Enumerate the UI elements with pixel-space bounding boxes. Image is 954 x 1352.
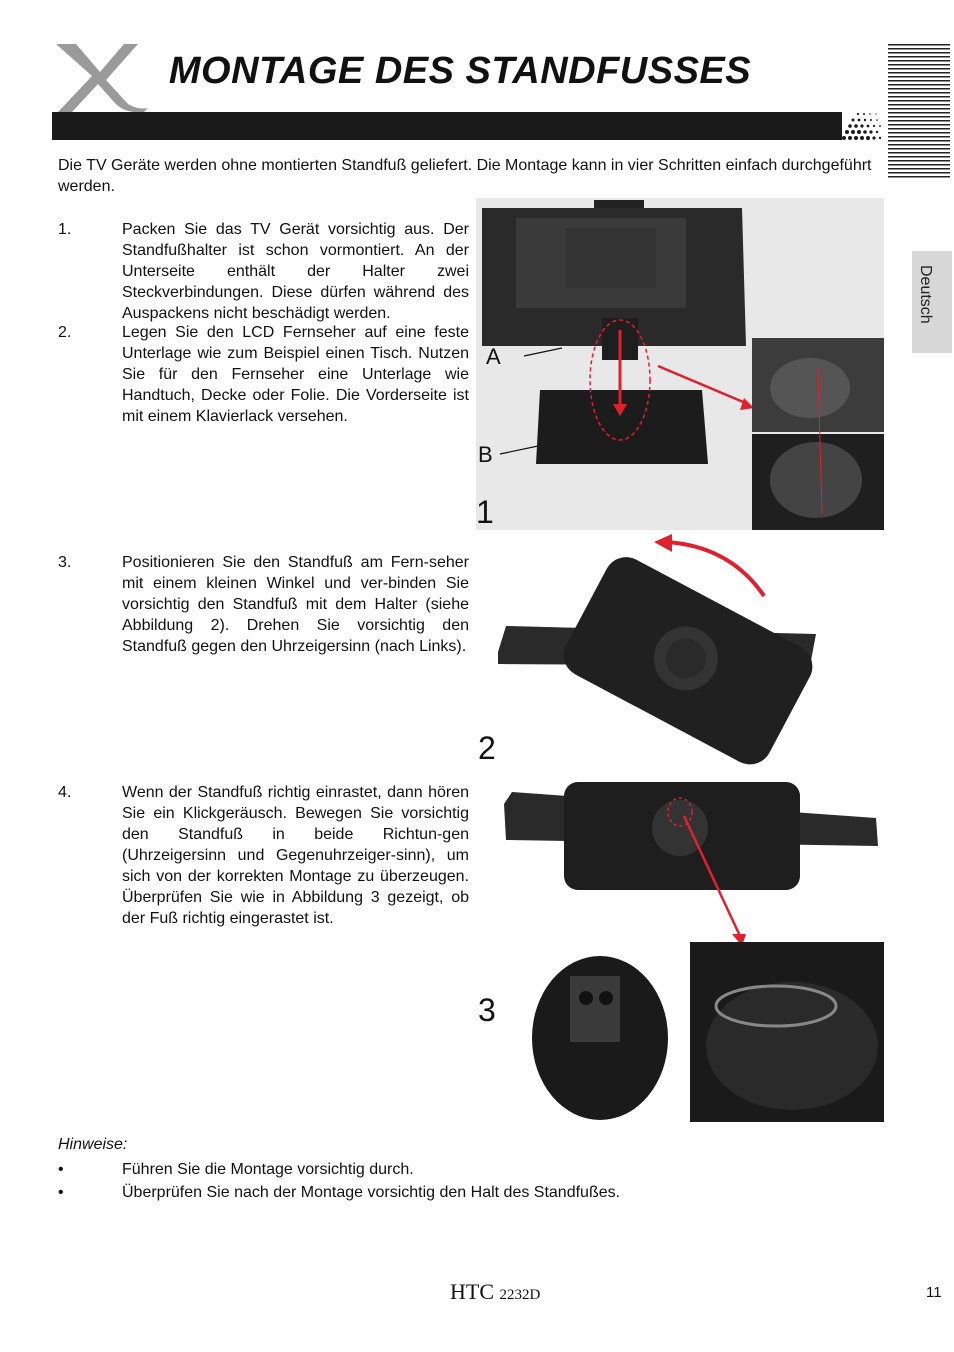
callout-b: B [478,442,493,467]
step-4-text: Wenn der Standfuß richtig einrastet, dann hören Sie ein Klickgeräusch. Bewegen Sie vorsichtig den Standfuß in beide Richtun-gen (Uhrzeigersinn und Gegenuhrzeiger-sinn), um sich von der korrekten Montage zu überzeugen. Überprüfen Sie wie in Abbildung 3 gezeigt, ob der Fuß richtig eingerastet ist. [122,784,469,927]
model-name [450,1279,540,1305]
figure-1-label: 1 [476,494,494,530]
header-bar [52,112,842,140]
step-2-number: 2. [58,324,72,341]
figure-3-illustration [476,776,884,1126]
halftone-dots-decoration [840,110,884,142]
step-1-number: 1. [58,221,72,238]
page-number: 11 [926,1284,942,1301]
stripes-decoration [888,44,950,180]
figure-2-illustration [476,534,884,774]
callout-a: A [486,344,501,369]
bullet-1-icon: • [58,1161,64,1178]
intro-paragraph: Die TV Geräte werden ohne montierten Standfuß geliefert. Die Montage kann in vier Schritten einfach durchgeführt werden. [58,157,872,195]
note-item-2: Überprüfen Sie nach der Montage vorsichtig den Halt des Standfußes. [122,1184,621,1201]
step-2-text: Legen Sie den LCD Fernseher auf eine feste Unterlage wie zum Beispiel einen Tisch. Nutzen Sie für den Fernseher eine Unterlage wie Handtuch, Decke oder Folie. Die Vorderseite ist mit einem Klavierlack versehen. [122,324,469,425]
model-name-main: HTC [450,1279,494,1304]
figure-1-illustration [476,198,884,530]
figure-3-label: 3 [478,992,496,1028]
step-1-text: Packen Sie das TV Gerät vorsichtig aus. Der Standfußhalter ist schon vormontiert. An der Unterseite enthält der Halter zwei Steckverbindungen. Diese dürfen während des Auspackens nicht beschädigt werden. [122,221,469,322]
note-item-1: Führen Sie die Montage vorsichtig durch. [122,1161,414,1178]
figure-2 [476,534,884,774]
notes-title: Hinweise: [58,1136,128,1153]
bullet-2-icon: • [58,1184,64,1201]
figure-2-label: 2 [478,730,496,766]
step-3-text: Positionieren Sie den Standfuß am Fern-seher mit einem kleinen Winkel und ver-binden Sie vorsichtig den Standfuß mit dem Halter (siehe Abbildung 2). Drehen Sie vorsichtig den Standfuß gegen den Uhrzeigersinn (nach Links). [122,554,469,655]
page-title: MONTAGE DES STANDFUSSES [168,50,752,92]
figure-1 [476,198,884,530]
model-name-number: 2232D [499,1287,541,1303]
language-tab [912,251,952,353]
step-4-number: 4. [58,784,72,801]
figure-3 [476,776,884,1126]
step-3-number: 3. [58,554,72,571]
language-tab-label: Deutsch [917,265,934,324]
